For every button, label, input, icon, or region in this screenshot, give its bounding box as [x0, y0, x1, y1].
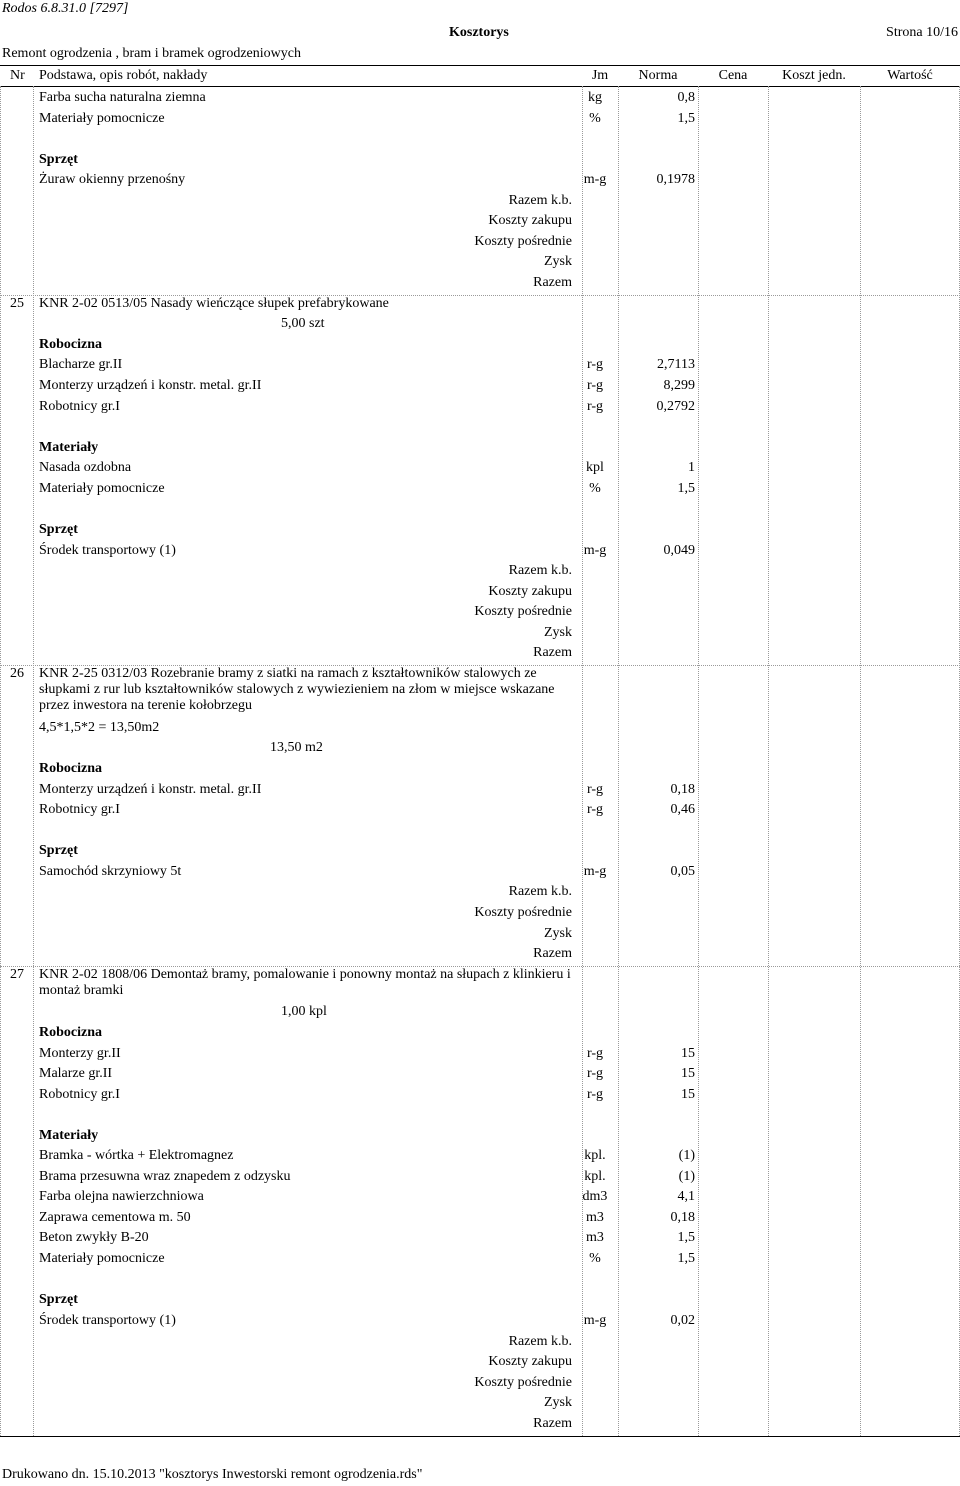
unit: kg — [588, 90, 602, 105]
summary-row — [0, 563, 960, 583]
item-description: Monterzy urządzeń i konstr. metal. gr.II — [39, 378, 262, 393]
norm-value: 1 — [688, 460, 695, 475]
table-row — [0, 357, 960, 377]
norm-value: 0,2792 — [656, 399, 695, 414]
item-description: Bramka - wórtka + Elektromagnez — [39, 1148, 234, 1163]
table-row — [0, 1148, 960, 1168]
summary-label: Zysk — [544, 254, 572, 269]
summary-label: Koszty pośrednie — [474, 905, 572, 920]
table-row — [0, 1251, 960, 1271]
unit: r-g — [586, 1046, 604, 1061]
page-number: Strona 10/16 — [886, 25, 958, 40]
norm-value: (1) — [678, 1148, 695, 1163]
table-row — [0, 1066, 960, 1086]
table-row — [0, 864, 960, 884]
unit: r-g — [586, 782, 604, 797]
item-description: Robotnicy gr.I — [39, 399, 120, 414]
summary-row — [0, 1416, 960, 1436]
norm-value: 1,5 — [677, 1230, 695, 1245]
norm-value: 0,8 — [677, 90, 695, 105]
table-row — [0, 666, 960, 713]
norm-value: 0,18 — [670, 782, 695, 797]
table-row — [0, 1087, 960, 1107]
section-row — [0, 337, 960, 357]
header-top-rule — [0, 65, 960, 66]
unit: m3 — [586, 1230, 604, 1245]
table-row — [0, 1189, 960, 1209]
position-number: 27 — [10, 967, 24, 982]
item-description: Materiały pomocnicze — [39, 111, 165, 126]
item-description: Materiały pomocnicze — [39, 1251, 165, 1266]
unit: kpl. — [584, 1169, 606, 1184]
project-name: Remont ogrodzenia , bram i bramek ogrodzeniowych — [2, 46, 301, 61]
summary-label: Razem k.b. — [508, 884, 572, 899]
summary-row — [0, 905, 960, 925]
unit: m3 — [586, 1210, 604, 1225]
unit: m-g — [583, 543, 607, 558]
summary-label: Koszty pośrednie — [474, 234, 572, 249]
summary-label: Razem k.b. — [508, 1334, 572, 1349]
norm-value: 1,5 — [677, 1251, 695, 1266]
table-row — [0, 720, 960, 740]
col-nr: Nr — [10, 68, 25, 83]
position-number: 25 — [10, 296, 24, 311]
item-description: Farba sucha naturalna ziemna — [39, 90, 206, 105]
app-version: Rodos 6.8.31.0 [7297] — [2, 1, 129, 16]
col-cena: Cena — [718, 68, 748, 83]
table-row — [0, 172, 960, 192]
table-row — [0, 316, 960, 336]
summary-row — [0, 884, 960, 904]
section-label: Materiały — [39, 1128, 99, 1143]
summary-row — [0, 234, 960, 254]
summary-row — [0, 1354, 960, 1374]
col-jm: Jm — [591, 68, 609, 83]
summary-row — [0, 213, 960, 233]
col-norma: Norma — [638, 68, 678, 83]
item-description: Środek transportowy (1) — [39, 543, 176, 558]
unit: kpl. — [584, 1148, 606, 1163]
unit: % — [589, 481, 601, 496]
norm-value: 1,5 — [677, 111, 695, 126]
item-description: Malarze gr.II — [39, 1066, 113, 1081]
item-description: Brama przesuwna wraz znapedem z odzysku — [39, 1169, 291, 1184]
summary-label: Razem — [533, 645, 572, 660]
summary-label: Zysk — [544, 926, 572, 941]
section-label: Sprzęt — [39, 843, 78, 858]
table-row — [0, 90, 960, 110]
table-row — [0, 802, 960, 822]
item-description: Żuraw okienny przenośny — [39, 172, 186, 187]
table-row — [0, 399, 960, 419]
table-row — [0, 967, 960, 998]
norm-value: 15 — [681, 1046, 695, 1061]
item-description: KNR 2-02 0513/05 Nasady wieńczące słupek prefabrykowane — [39, 296, 389, 311]
section-label: Robocizna — [39, 337, 102, 352]
summary-row — [0, 193, 960, 213]
norm-value: 15 — [681, 1087, 695, 1102]
norm-value: 0,18 — [670, 1210, 695, 1225]
item-description: Nasada ozdobna — [39, 460, 132, 475]
item-description: Robotnicy gr.I — [39, 1087, 120, 1102]
section-label: Sprzęt — [39, 152, 78, 167]
item-description: 4,5*1,5*2 = 13,50m2 — [39, 720, 160, 735]
unit: r-g — [586, 1066, 604, 1081]
section-label: Robocizna — [39, 761, 102, 776]
document-title: Kosztorys — [449, 25, 509, 40]
header-bottom-rule — [0, 86, 960, 87]
table-row — [0, 543, 960, 563]
quantity: 1,00 kpl — [281, 1004, 327, 1019]
table-row — [0, 460, 960, 480]
footer-rule — [0, 1436, 960, 1437]
section-row — [0, 1025, 960, 1045]
unit: r-g — [586, 399, 604, 414]
summary-row — [0, 604, 960, 624]
norm-value: 2,7113 — [657, 357, 695, 372]
norm-value: 4,1 — [677, 1189, 695, 1204]
summary-row — [0, 946, 960, 966]
item-description: Samochód skrzyniowy 5t — [39, 864, 182, 879]
col-desc: Podstawa, opis robót, nakłady — [39, 68, 208, 83]
table-row — [0, 1230, 960, 1250]
unit: r-g — [586, 802, 604, 817]
item-description: Zaprawa cementowa m. 50 — [39, 1210, 191, 1225]
section-row — [0, 1292, 960, 1312]
summary-row — [0, 254, 960, 274]
section-label: Sprzęt — [39, 522, 78, 537]
table-row — [0, 111, 960, 131]
unit: dm3 — [582, 1189, 608, 1204]
col-koszt-jedn: Koszt jedn. — [782, 68, 846, 83]
table-row — [0, 782, 960, 802]
norm-value: 0,049 — [663, 543, 695, 558]
summary-label: Koszty zakupu — [488, 213, 572, 228]
summary-label: Razem k.b. — [508, 193, 572, 208]
col-wartosc: Wartość — [887, 68, 933, 83]
item-description: Monterzy urządzeń i konstr. metal. gr.II — [39, 782, 262, 797]
position-number: 26 — [10, 666, 24, 681]
section-row — [0, 522, 960, 542]
summary-label: Zysk — [544, 1395, 572, 1410]
item-description: Materiały pomocnicze — [39, 481, 165, 496]
norm-value: 0,02 — [670, 1313, 695, 1328]
table-row — [0, 1313, 960, 1333]
unit: % — [589, 1251, 601, 1266]
unit: r-g — [586, 357, 604, 372]
print-info: Drukowano dn. 15.10.2013 "kosztorys Inwestorski remont ogrodzenia.rds" — [2, 1467, 423, 1482]
item-description: Robotnicy gr.I — [39, 802, 120, 817]
norm-value: 0,1978 — [656, 172, 695, 187]
item-description: Blacharze gr.II — [39, 357, 123, 372]
summary-label: Koszty zakupu — [488, 1354, 572, 1369]
item-description: Farba olejna nawierzchniowa — [39, 1189, 204, 1204]
summary-label: Koszty pośrednie — [474, 1375, 572, 1390]
norm-value: 0,46 — [670, 802, 695, 817]
unit: r-g — [586, 378, 604, 393]
unit: % — [589, 111, 601, 126]
norm-value: 15 — [681, 1066, 695, 1081]
summary-label: Koszty pośrednie — [474, 604, 572, 619]
summary-label: Koszty zakupu — [488, 584, 572, 599]
summary-label: Razem — [533, 1416, 572, 1431]
table-row — [0, 1210, 960, 1230]
unit: kpl — [586, 460, 604, 475]
summary-label: Zysk — [544, 625, 572, 640]
table-row — [0, 740, 960, 760]
section-label: Sprzęt — [39, 1292, 78, 1307]
table-row — [0, 1004, 960, 1024]
table-row — [0, 1169, 960, 1189]
table-row — [0, 378, 960, 398]
norm-value: 8,299 — [663, 378, 695, 393]
table-row — [0, 296, 960, 316]
table-row — [0, 481, 960, 501]
summary-row — [0, 645, 960, 665]
section-row — [0, 843, 960, 863]
position-description: KNR 2-25 0312/03 Rozebranie bramy z siatki na ramach z kształtowników stalowych ze słupkami z rur lub kształtowników stalowych z wywiezieniem na złom w miejsce wskazane przez inwestora na terenie kołobrzegu — [39, 666, 555, 713]
section-row — [0, 761, 960, 781]
norm-value: 0,05 — [670, 864, 695, 879]
section-row — [0, 152, 960, 172]
quantity: 5,00 szt — [281, 316, 325, 331]
unit: m-g — [583, 1313, 607, 1328]
section-row — [0, 440, 960, 460]
norm-value: (1) — [678, 1169, 695, 1184]
section-row — [0, 1128, 960, 1148]
item-description: Beton zwykły B-20 — [39, 1230, 149, 1245]
summary-label: Razem — [533, 275, 572, 290]
summary-label: Razem — [533, 946, 572, 961]
summary-row — [0, 926, 960, 946]
summary-label: Razem k.b. — [508, 563, 572, 578]
summary-row — [0, 625, 960, 645]
unit: m-g — [583, 864, 607, 879]
norm-value: 1,5 — [677, 481, 695, 496]
section-label: Materiały — [39, 440, 99, 455]
item-description: Monterzy gr.II — [39, 1046, 121, 1061]
summary-row — [0, 1375, 960, 1395]
position-description: KNR 2-02 1808/06 Demontaż bramy, pomalowanie i ponowny montaż na słupach z klinkieru i montaż bramki — [39, 967, 571, 998]
summary-row — [0, 584, 960, 604]
section-label: Robocizna — [39, 1025, 102, 1040]
summary-row — [0, 1334, 960, 1354]
item-description: Środek transportowy (1) — [39, 1313, 176, 1328]
unit: r-g — [586, 1087, 604, 1102]
unit: m-g — [583, 172, 607, 187]
summary-row — [0, 275, 960, 295]
summary-row — [0, 1395, 960, 1415]
quantity: 13,50 m2 — [270, 740, 323, 755]
table-row — [0, 1046, 960, 1066]
